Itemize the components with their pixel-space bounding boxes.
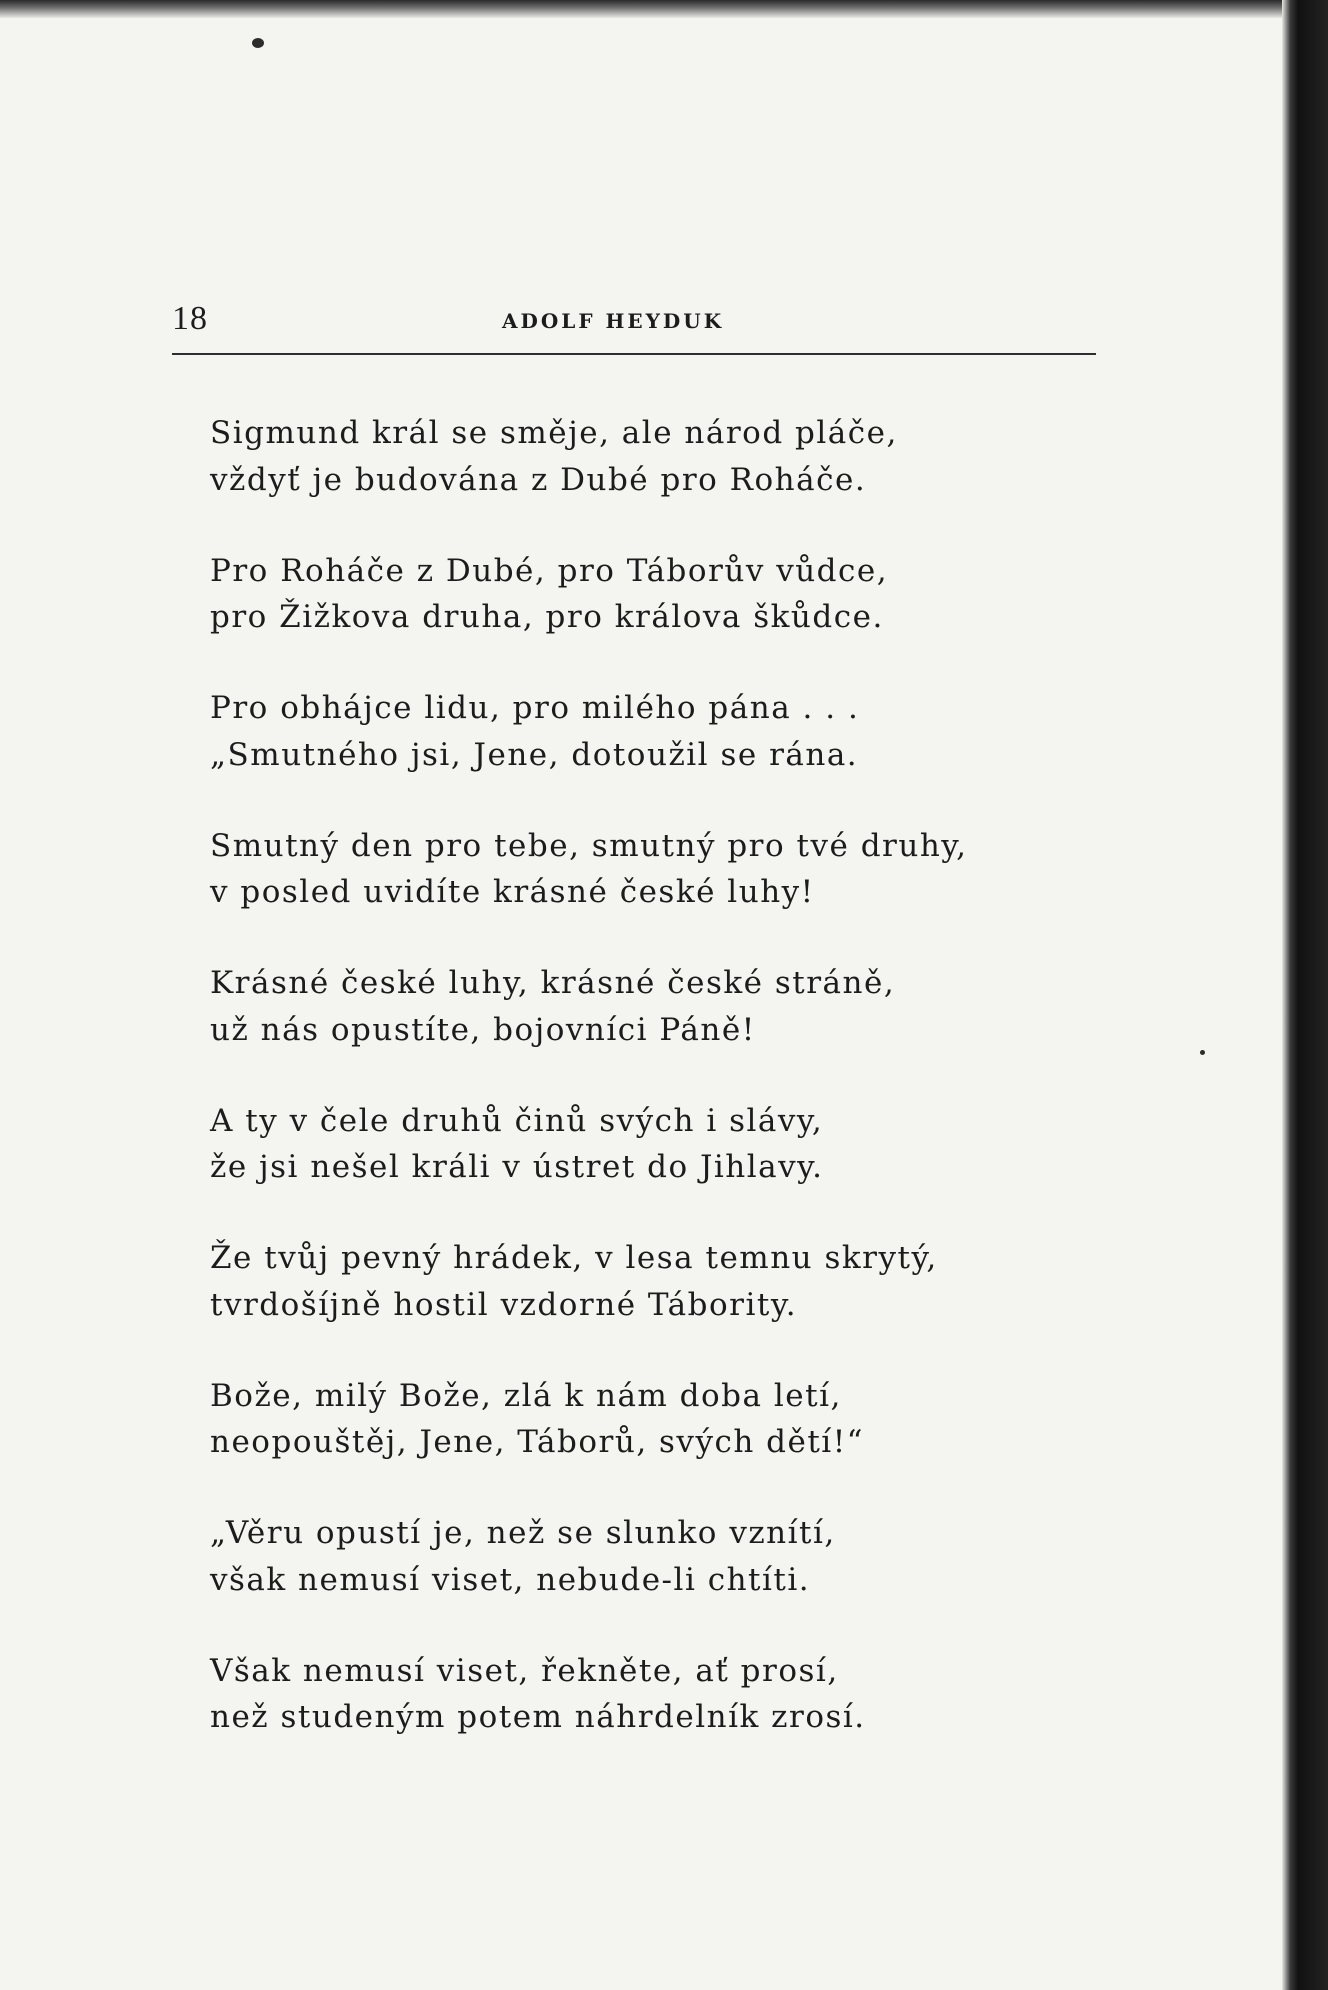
ink-speck bbox=[1200, 1050, 1205, 1055]
poem-line: pro Žižkova druha, pro králova škůdce. bbox=[210, 599, 884, 635]
poem-line: však nemusí viset, nebude-li chtíti. bbox=[210, 1561, 811, 1598]
page-right-edge bbox=[1282, 0, 1328, 1990]
page-top-edge bbox=[0, 0, 1328, 18]
running-head: ADOLF HEYDUK bbox=[502, 309, 725, 333]
poem-line: Bože, milý Bože, zlá k nám doba letí, bbox=[210, 1377, 842, 1414]
poem-line: Pro Roháče z Dubé, pro Táborův vůdce, bbox=[210, 552, 889, 589]
stanza bbox=[210, 1235, 1090, 1328]
poem-line: než studeným potem náhrdelník zrosí. bbox=[210, 1699, 866, 1735]
poem-line: vždyť je budována z Dubé pro Roháče. bbox=[210, 461, 867, 498]
poem-line: Že tvůj pevný hrádek, v lesa temnu skrytý, bbox=[210, 1240, 938, 1276]
ink-speck bbox=[252, 38, 264, 48]
stanza bbox=[210, 1098, 1090, 1191]
poem-line: v posled uvidíte krásné české luhy! bbox=[210, 874, 815, 910]
header-rule bbox=[172, 353, 1096, 355]
poem-line: že jsi nešel králi v ústret do Jihlavy. bbox=[210, 1149, 824, 1185]
stanza bbox=[210, 410, 1090, 503]
page-header bbox=[172, 296, 1096, 342]
poem-line: už nás opustíte, bojovníci Páně! bbox=[210, 1011, 756, 1048]
stanza bbox=[210, 685, 1090, 778]
poem-line: A ty v čele druhů činů svých i slávy, bbox=[210, 1102, 824, 1139]
page-number: 18 bbox=[172, 300, 208, 337]
poem-line: Smutný den pro tebe, smutný pro tvé druhy, bbox=[210, 827, 968, 864]
poem-line: neopouštěj, Jene, Táborů, svých dětí!“ bbox=[210, 1424, 865, 1460]
poem-line: Pro obhájce lidu, pro milého pána . . . bbox=[210, 690, 860, 726]
poem-line: Krásné české luhy, krásné české stráně, bbox=[210, 965, 896, 1001]
stanza bbox=[210, 960, 1090, 1053]
poem-line: „Smutného jsi, Jene, dotoužil se rána. bbox=[210, 736, 859, 773]
stanza bbox=[210, 548, 1090, 641]
stanza bbox=[210, 1648, 1090, 1741]
stanza bbox=[210, 1373, 1090, 1466]
poem-line: Však nemusí viset, řekněte, ať prosí, bbox=[210, 1652, 839, 1689]
stanza bbox=[210, 823, 1090, 916]
poem-line: „Věru opustí je, než se slunko vznítí, bbox=[210, 1515, 836, 1551]
poem-body bbox=[210, 410, 1090, 1785]
poem-line: Sigmund král se směje, ale národ pláče, bbox=[210, 415, 898, 451]
stanza bbox=[210, 1510, 1090, 1603]
poem-line: tvrdošíjně hostil vzdorné Tábority. bbox=[210, 1286, 798, 1323]
